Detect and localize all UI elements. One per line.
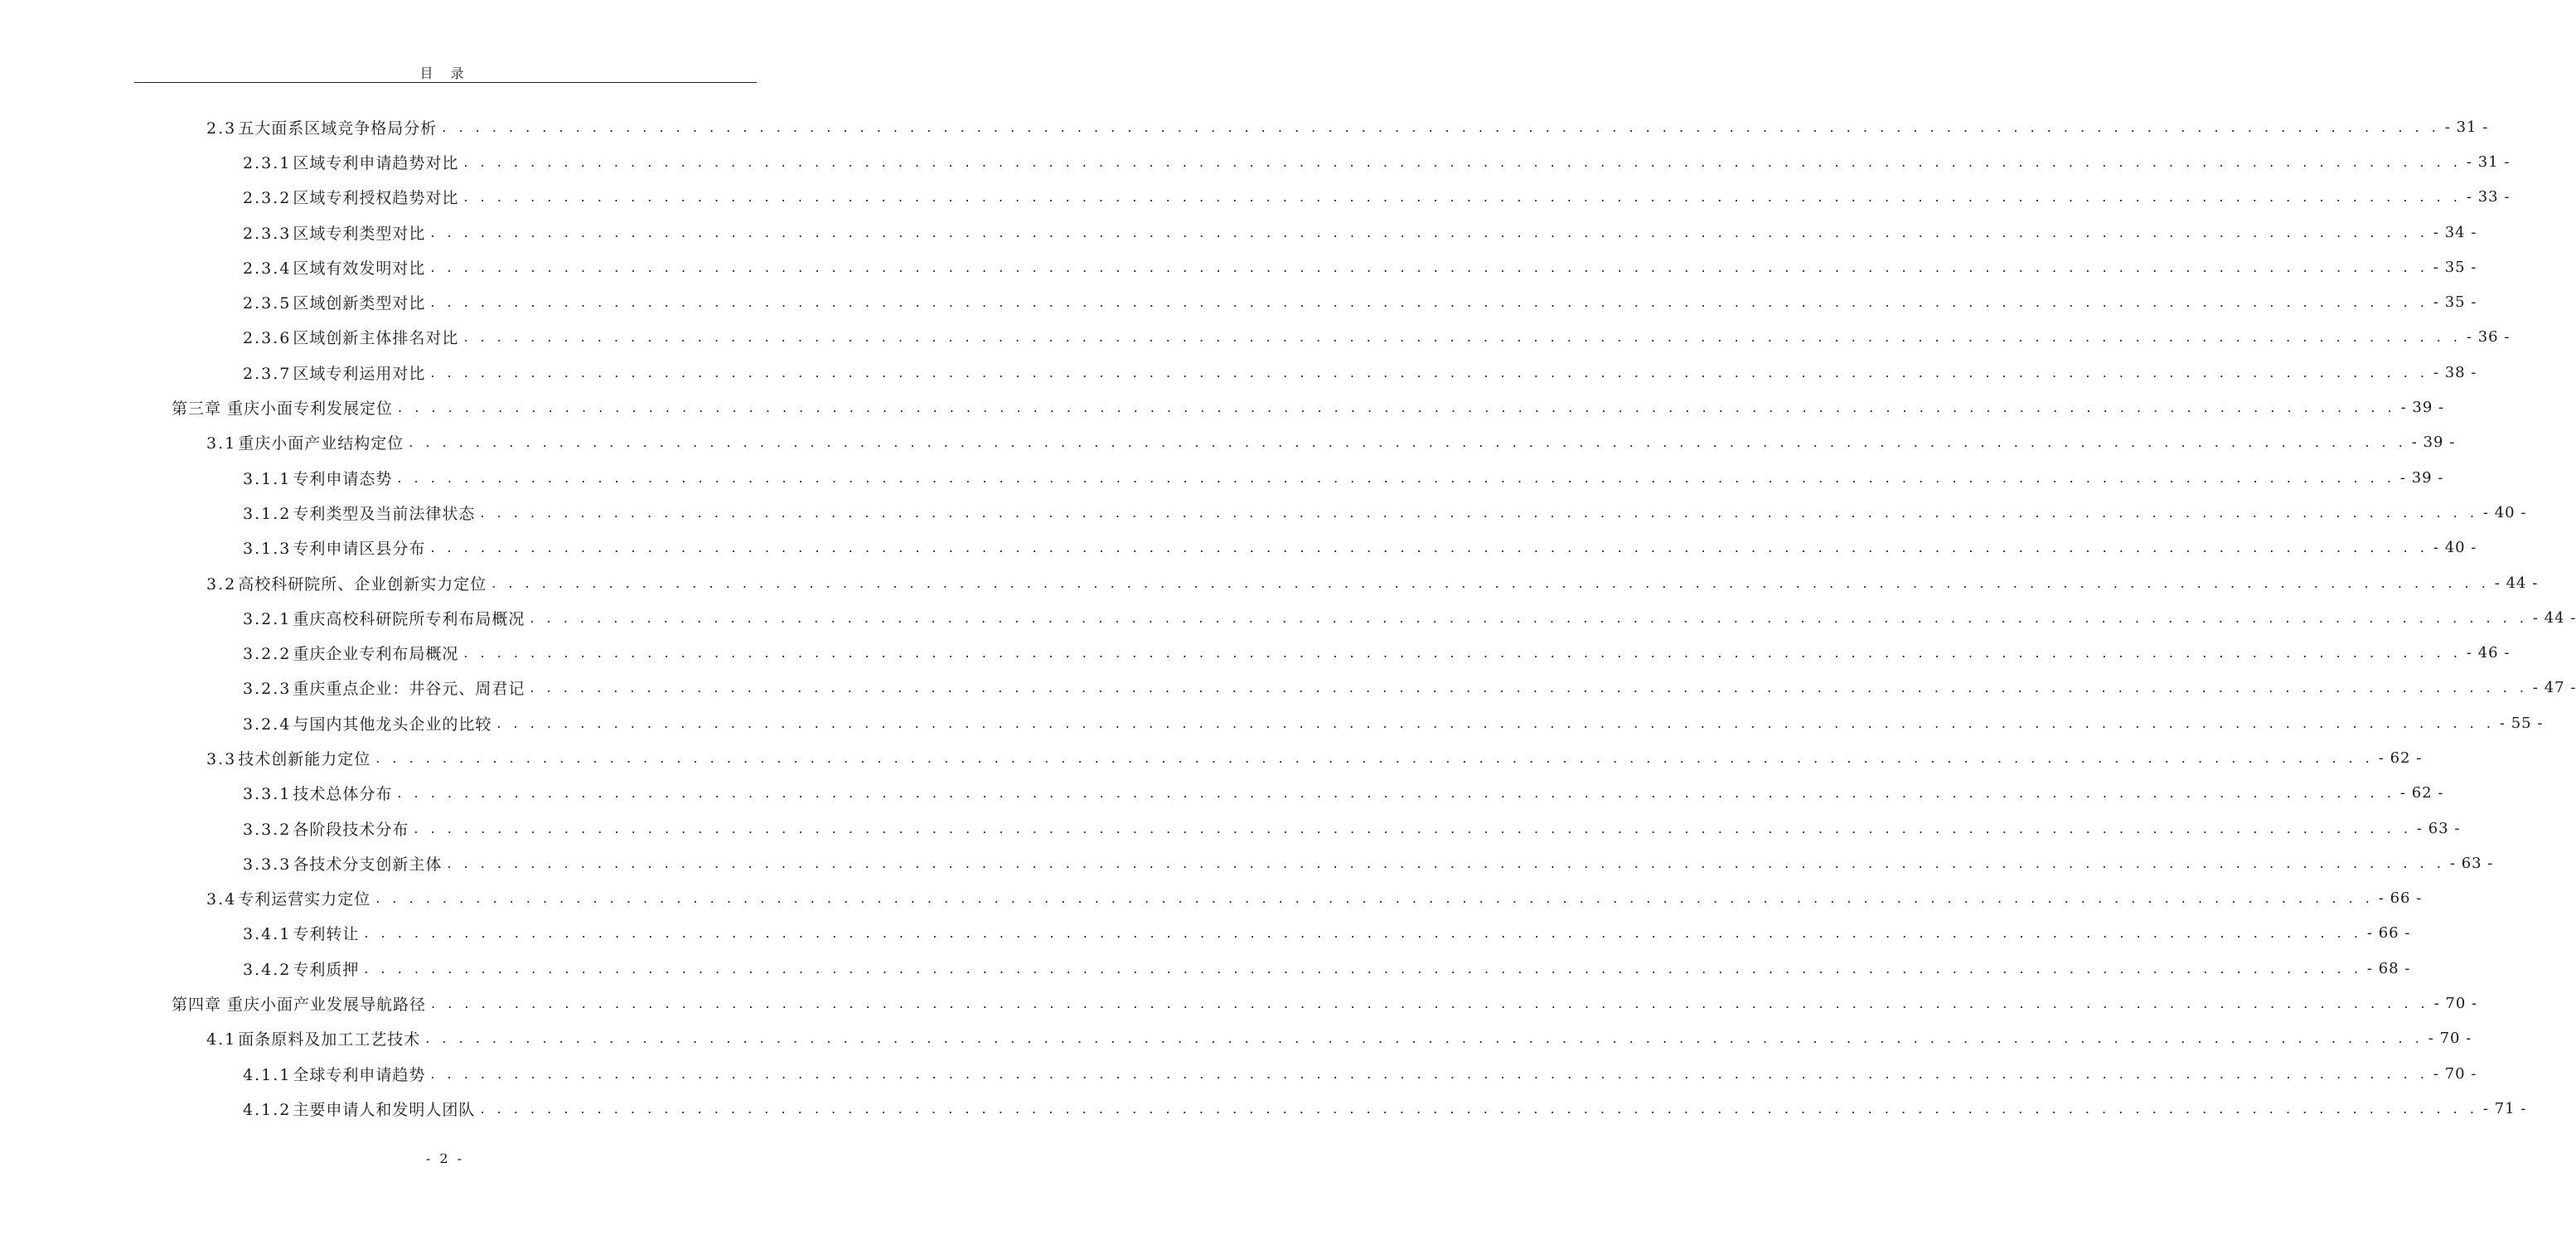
toc-page-number: - 66 - — [2378, 889, 2423, 908]
toc-page-number: - 66 - — [2366, 924, 2411, 943]
toc-entry-title — [206, 887, 370, 909]
toc-dot-leader: . . . . . . . . . . . . . . . . . . . . . . . . . . . . . . . . . . . . . . . . . . . . . . . . . . . . . . . . . . . . . . . . . . . . . . . . . . . . . . . . . . . . . . . . . . . . . . . . . . . . . . . . . . . . . . . . . . . . . . . . — [430, 540, 2428, 556]
toc-section-title: 面条原料及加工工艺技术 — [238, 1030, 421, 1049]
toc-entry-title — [243, 712, 491, 734]
toc-entry[interactable] — [0, 600, 2576, 635]
toc-page-number: - 70 - — [2433, 1064, 2477, 1083]
toc-page-number: - 35 - — [2433, 293, 2477, 312]
toc-dot-leader: . . . . . . . . . . . . . . . . . . . . . . . . . . . . . . . . . . . . . . . . . . . . . . . . . . . . . . . . . . . . . . . . . . . . . . . . . . . . . . . . . . . . . . . . . . . . . . . . . . . . . . . . . . . . . . . . . . . . . . . . — [431, 996, 2429, 1012]
toc-dot-leader: . . . . . . . . . . . . . . . . . . . . . . . . . . . . . . . . . . . . . . . . . . . . . . . . . . . . . . . . . . . . . . . . . . . . . . . . . . . . . . . . . . . . . . . . . . . . . . . . . . . . . . . . . . . . . . . . . . . . . . . . — [463, 329, 2462, 346]
toc-entry-title — [206, 1027, 420, 1049]
toc-section-number: 3.1.3 — [243, 540, 292, 559]
toc-page-number: - 62 - — [2399, 784, 2444, 802]
toc-entry[interactable] — [0, 425, 2456, 460]
toc-entry[interactable] — [0, 460, 2444, 495]
toc-section-number: 3.3.3 — [243, 855, 292, 874]
toc-page-number: - 63 - — [2449, 854, 2494, 872]
toc-entry-title — [243, 957, 359, 980]
toc-section-title: 重庆重点企业：井谷元、周君记 — [293, 680, 525, 699]
toc-page-number: - 47 - — [2532, 679, 2576, 697]
toc-page-number: - 39 - — [2411, 434, 2456, 452]
toc-section-title: 区域专利运用对比 — [293, 364, 426, 383]
page-header-title: 目 录 — [419, 65, 471, 81]
toc-entry[interactable] — [0, 705, 2544, 740]
toc-section-number: 3.4.1 — [243, 925, 292, 944]
toc-entry-title — [243, 782, 392, 804]
toc-section-title: 与国内其他龙头企业的比较 — [293, 715, 492, 734]
toc-page-number: - 39 - — [2399, 468, 2444, 487]
toc-dot-leader: . . . . . . . . . . . . . . . . . . . . . . . . . . . . . . . . . . . . . . . . . . . . . . . . . . . . . . . . . . . . . . . . . . . . . . . . . . . . . . . . . . . . . . . . . . . . . . . . . . . . . . . . . . . . . . . . . . . . . . . . — [375, 890, 2374, 907]
toc-page-number: - 44 - — [2494, 574, 2539, 592]
toc-entry-title — [206, 431, 404, 453]
toc-entry[interactable] — [0, 1091, 2527, 1126]
toc-dot-leader: . . . . . . . . . . . . . . . . . . . . . . . . . . . . . . . . . . . . . . . . . . . . . . . . . . . . . . . . . . . . . . . . . . . . . . . . . . . . . . . . . . . . . . . . . . . . . . . . . . . . . . . . . . . . . . . . . . . . . . . . — [430, 364, 2428, 380]
toc-section-title: 重庆小面产业结构定位 — [238, 434, 404, 453]
header-divider — [134, 82, 757, 83]
toc-section-number: 3.1 — [206, 434, 237, 453]
toc-section-number: 3.3.1 — [243, 785, 292, 804]
toc-entry-title — [172, 396, 393, 419]
toc-dot-leader: . . . . . . . . . . . . . . . . . . . . . . . . . . . . . . . . . . . . . . . . . . . . . . . . . . . . . . . . . . . . . . . . . . . . . . . . . . . . . . . . . . . . . . . . . . . . . . . . . . . . . . . . . . . . . . . . . . . . . . . . — [447, 855, 2445, 871]
toc-section-title: 区域专利授权趋势对比 — [293, 189, 459, 208]
toc-dot-leader: . . . . . . . . . . . . . . . . . . . . . . . . . . . . . . . . . . . . . . . . . . . . . . . . . . . . . . . . . . . . . . . . . . . . . . . . . . . . . . . . . . . . . . . . . . . . . . . . . . . . . . . . . . . . . . . . . . . . . . . . — [397, 785, 2395, 802]
toc-page-number: - 40 - — [2482, 503, 2527, 521]
toc-entry-title — [243, 536, 425, 559]
toc-section-title: 重庆高校科研院所专利布局概况 — [293, 609, 525, 628]
toc-section-title: 专利申请态势 — [293, 469, 393, 488]
toc-dot-leader: . . . . . . . . . . . . . . . . . . . . . . . . . . . . . . . . . . . . . . . . . . . . . . . . . . . . . . . . . . . . . . . . . . . . . . . . . . . . . . . . . . . . . . . . . . . . . . . . . . . . . . . . . . . . . . . . . . . . . . . . — [364, 960, 2362, 976]
toc-page-number: - 35 - — [2433, 258, 2477, 276]
toc-section-number: 2.3.2 — [243, 189, 292, 208]
toc-entry[interactable] — [0, 671, 2576, 705]
toc-section-title: 技术创新能力定位 — [238, 749, 371, 768]
toc-section-title: 专利转让 — [293, 925, 360, 944]
toc-entry[interactable] — [0, 215, 2477, 250]
toc-dot-leader: . . . . . . . . . . . . . . . . . . . . . . . . . . . . . . . . . . . . . . . . . . . . . . . . . . . . . . . . . . . . . . . . . . . . . . . . . . . . . . . . . . . . . . . . . . . . . . . . . . . . . . . . . . . . . . . . . . . . . . . . — [442, 119, 2440, 135]
toc-page-number: - 70 - — [2428, 1030, 2472, 1048]
toc-entry[interactable] — [0, 250, 2477, 284]
toc-section-number: 2.3.1 — [243, 153, 292, 172]
toc-section-title: 区域创新主体排名对比 — [293, 329, 459, 348]
toc-dot-leader: . . . . . . . . . . . . . . . . . . . . . . . . . . . . . . . . . . . . . . . . . . . . . . . . . . . . . . . . . . . . . . . . . . . . . . . . . . . . . . . . . . . . . . . . . . . . . . . . . . . . . . . . . . . . . . . . . . . . . . . . — [480, 504, 2478, 521]
toc-page-number: - 38 - — [2433, 363, 2477, 381]
toc-entry[interactable] — [0, 811, 2461, 846]
toc-section-title: 重庆企业专利布局概况 — [293, 645, 459, 664]
toc-dot-leader: . . . . . . . . . . . . . . . . . . . . . . . . . . . . . . . . . . . . . . . . . . . . . . . . . . . . . . . . . . . . . . . . . . . . . . . . . . . . . . . . . . . . . . . . . . . . . . . . . . . . . . . . . . . . . . . . . . . . . . . . — [430, 259, 2428, 275]
toc-entry-title — [243, 221, 425, 244]
toc-page-number: - 62 - — [2378, 749, 2423, 767]
toc-dot-leader: . . . . . . . . . . . . . . . . . . . . . . . . . . . . . . . . . . . . . . . . . . . . . . . . . . . . . . . . . . . . . . . . . . . . . . . . . . . . . . . . . . . . . . . . . . . . . . . . . . . . . . . . . . . . . . . . . . . . . . . . — [491, 574, 2490, 591]
toc-entry[interactable] — [0, 916, 2411, 951]
toc-section-title: 五大面系区域竞争格局分析 — [238, 119, 438, 138]
toc-entry[interactable] — [0, 320, 2511, 355]
toc-section-number: 2.3.7 — [243, 364, 292, 383]
toc-entry-title — [206, 572, 487, 594]
toc-section-number: 4.1.1 — [243, 1065, 292, 1084]
toc-section-title: 全球专利申请趋势 — [293, 1065, 426, 1084]
toc-section-title: 第四章 重庆小面产业发展导航路径 — [172, 996, 427, 1015]
toc-section-title: 主要申请人和发明人团队 — [293, 1100, 476, 1119]
toc-entry[interactable] — [0, 531, 2477, 565]
toc-section-title: 专利质押 — [293, 960, 360, 979]
toc-page-number: - 34 - — [2433, 223, 2477, 241]
toc-dot-leader: . . . . . . . . . . . . . . . . . . . . . . . . . . . . . . . . . . . . . . . . . . . . . . . . . . . . . . . . . . . . . . . . . . . . . . . . . . . . . . . . . . . . . . . . . . . . . . . . . . . . . . . . . . . . . . . . . . . . . . . . — [364, 925, 2362, 942]
toc-dot-leader: . . . . . . . . . . . . . . . . . . . . . . . . . . . . . . . . . . . . . . . . . . . . . . . . . . . . . . . . . . . . . . . . . . . . . . . . . . . . . . . . . . . . . . . . . . . . . . . . . . . . . . . . . . . . . . . . . . . . . . . . — [409, 434, 2407, 451]
toc-entry[interactable] — [0, 1021, 2472, 1056]
toc-section-title: 区域有效发明对比 — [293, 259, 426, 278]
toc-dot-leader: . . . . . . . . . . . . . . . . . . . . . . . . . . . . . . . . . . . . . . . . . . . . . . . . . . . . . . . . . . . . . . . . . . . . . . . . . . . . . . . . . . . . . . . . . . . . . . . . . . . . . . . . . . . . . . . . . . . . . . . . — [530, 609, 2528, 626]
toc-section-number: 3.2.2 — [243, 645, 292, 664]
toc-section-number: 2.3.5 — [243, 294, 292, 313]
toc-page-number: - 70 - — [2433, 995, 2478, 1013]
toc-entry-title — [206, 747, 370, 769]
toc-page-number: - 31 - — [2444, 118, 2489, 136]
toc-section-number: 3.1.1 — [243, 469, 292, 488]
toc-dot-leader: . . . . . . . . . . . . . . . . . . . . . . . . . . . . . . . . . . . . . . . . . . . . . . . . . . . . . . . . . . . . . . . . . . . . . . . . . . . . . . . . . . . . . . . . . . . . . . . . . . . . . . . . . . . . . . . . . . . . . . . . — [530, 680, 2528, 696]
toc-entry[interactable] — [0, 1056, 2477, 1091]
toc-dot-leader: . . . . . . . . . . . . . . . . . . . . . . . . . . . . . . . . . . . . . . . . . . . . . . . . . . . . . . . . . . . . . . . . . . . . . . . . . . . . . . . . . . . . . . . . . . . . . . . . . . . . . . . . . . . . . . . . . . . . . . . . — [480, 1100, 2478, 1117]
toc-entry-title — [243, 186, 458, 208]
toc-entry[interactable] — [0, 284, 2477, 319]
toc-entry[interactable] — [0, 495, 2527, 530]
toc-section-title: 各技术分支创新主体 — [293, 855, 443, 874]
toc-section-number: 4.1.2 — [243, 1100, 292, 1119]
toc-section-title: 专利类型及当前法律状态 — [293, 504, 476, 523]
toc-entry[interactable] — [0, 986, 2478, 1020]
toc-section-number: 2.3.6 — [243, 329, 292, 348]
toc-section-number: 3.2.4 — [243, 715, 292, 734]
toc-page-number: - 39 - — [2400, 399, 2445, 417]
toc-section-number: 3.2 — [206, 574, 237, 594]
toc-section-title: 第三章 重庆小面专利发展定位 — [172, 400, 394, 419]
toc-section-number: 3.1.2 — [243, 504, 292, 523]
toc-dot-leader: . . . . . . . . . . . . . . . . . . . . . . . . . . . . . . . . . . . . . . . . . . . . . . . . . . . . . . . . . . . . . . . . . . . . . . . . . . . . . . . . . . . . . . . . . . . . . . . . . . . . . . . . . . . . . . . . . . . . . . . . — [496, 715, 2495, 731]
toc-entry[interactable] — [0, 390, 2445, 424]
toc-entry-title — [243, 852, 442, 875]
toc-page-number: - 44 - — [2532, 608, 2576, 627]
toc-entry[interactable] — [0, 144, 2511, 179]
toc-section-number: 3.2.3 — [243, 680, 292, 699]
toc-section-number: 3.2.1 — [243, 609, 292, 628]
table-of-contents — [0, 109, 2576, 1127]
toc-entry-title — [243, 502, 475, 524]
toc-dot-leader: . . . . . . . . . . . . . . . . . . . . . . . . . . . . . . . . . . . . . . . . . . . . . . . . . . . . . . . . . . . . . . . . . . . . . . . . . . . . . . . . . . . . . . . . . . . . . . . . . . . . . . . . . . . . . . . . . . . . . . . . — [398, 400, 2396, 416]
toc-section-title: 各阶段技术分布 — [293, 820, 409, 839]
toc-page-number: - 71 - — [2482, 1099, 2527, 1117]
toc-dot-leader: . . . . . . . . . . . . . . . . . . . . . . . . . . . . . . . . . . . . . . . . . . . . . . . . . . . . . . . . . . . . . . . . . . . . . . . . . . . . . . . . . . . . . . . . . . . . . . . . . . . . . . . . . . . . . . . . . . . . . . . . — [430, 224, 2428, 240]
toc-entry[interactable] — [0, 355, 2477, 390]
toc-entry-title — [243, 607, 525, 629]
toc-section-title: 区域创新类型对比 — [293, 294, 426, 313]
toc-dot-leader: . . . . . . . . . . . . . . . . . . . . . . . . . . . . . . . . . . . . . . . . . . . . . . . . . . . . . . . . . . . . . . . . . . . . . . . . . . . . . . . . . . . . . . . . . . . . . . . . . . . . . . . . . . . . . . . . . . . . . . . . — [463, 153, 2462, 170]
toc-entry[interactable] — [0, 109, 2489, 144]
toc-page-number: - 63 - — [2416, 819, 2461, 837]
toc-dot-leader: . . . . . . . . . . . . . . . . . . . . . . . . . . . . . . . . . . . . . . . . . . . . . . . . . . . . . . . . . . . . . . . . . . . . . . . . . . . . . . . . . . . . . . . . . . . . . . . . . . . . . . . . . . . . . . . . . . . . . . . . — [430, 1065, 2428, 1082]
toc-entry-title — [243, 922, 359, 944]
toc-section-number: 3.4.2 — [243, 960, 292, 979]
toc-entry-title — [243, 1098, 475, 1120]
toc-section-title: 专利运营实力定位 — [238, 890, 371, 909]
toc-page-number: - 55 - — [2499, 714, 2544, 732]
toc-section-number: 3.4 — [206, 890, 237, 909]
toc-dot-leader: . . . . . . . . . . . . . . . . . . . . . . . . . . . . . . . . . . . . . . . . . . . . . . . . . . . . . . . . . . . . . . . . . . . . . . . . . . . . . . . . . . . . . . . . . . . . . . . . . . . . . . . . . . . . . . . . . . . . . . . . — [430, 294, 2428, 311]
toc-section-title: 区域专利申请趋势对比 — [293, 153, 459, 172]
toc-entry[interactable] — [0, 180, 2511, 215]
toc-section-title: 专利申请区县分布 — [293, 540, 426, 559]
toc-entry[interactable] — [0, 776, 2444, 811]
toc-entry-title — [243, 642, 458, 664]
toc-entry[interactable] — [0, 635, 2511, 670]
toc-page-number: - 46 - — [2466, 644, 2511, 662]
toc-page-number: - 68 - — [2366, 959, 2411, 977]
toc-page-number: - 33 - — [2466, 188, 2511, 206]
toc-entry[interactable] — [0, 740, 2423, 775]
toc-entry-title — [243, 467, 392, 489]
toc-entry-title — [243, 326, 458, 348]
toc-page-number: - 36 - — [2466, 328, 2511, 346]
toc-page-number: - 40 - — [2433, 539, 2477, 557]
toc-section-title: 高校科研院所、企业创新实力定位 — [238, 574, 487, 594]
toc-page-number: - 31 - — [2466, 153, 2511, 171]
toc-section-title: 区域专利类型对比 — [293, 224, 426, 243]
toc-entry-title — [243, 256, 425, 279]
toc-dot-leader: . . . . . . . . . . . . . . . . . . . . . . . . . . . . . . . . . . . . . . . . . . . . . . . . . . . . . . . . . . . . . . . . . . . . . . . . . . . . . . . . . . . . . . . . . . . . . . . . . . . . . . . . . . . . . . . . . . . . . . . . — [375, 749, 2374, 766]
toc-section-number: 3.3.2 — [243, 820, 292, 839]
toc-section-number: 2.3.4 — [243, 259, 292, 278]
toc-dot-leader: . . . . . . . . . . . . . . . . . . . . . . . . . . . . . . . . . . . . . . . . . . . . . . . . . . . . . . . . . . . . . . . . . . . . . . . . . . . . . . . . . . . . . . . . . . . . . . . . . . . . . . . . . . . . . . . . . . . . . . . . — [397, 469, 2395, 486]
toc-entry-title — [172, 992, 426, 1015]
toc-entry-title — [243, 1063, 425, 1085]
toc-section-number: 2.3.3 — [243, 224, 292, 243]
toc-entry-title — [243, 151, 458, 173]
toc-entry-title — [206, 116, 437, 138]
toc-section-number: 4.1 — [206, 1030, 237, 1049]
toc-section-title: 技术总体分布 — [293, 785, 393, 804]
toc-dot-leader: . . . . . . . . . . . . . . . . . . . . . . . . . . . . . . . . . . . . . . . . . . . . . . . . . . . . . . . . . . . . . . . . . . . . . . . . . . . . . . . . . . . . . . . . . . . . . . . . . . . . . . . . . . . . . . . . . . . . . . . . — [463, 645, 2462, 662]
toc-entry[interactable] — [0, 881, 2423, 916]
toc-section-number: 2.3 — [206, 119, 237, 138]
toc-dot-leader: . . . . . . . . . . . . . . . . . . . . . . . . . . . . . . . . . . . . . . . . . . . . . . . . . . . . . . . . . . . . . . . . . . . . . . . . . . . . . . . . . . . . . . . . . . . . . . . . . . . . . . . . . . . . . . . . . . . . . . . . — [425, 1030, 2423, 1047]
toc-section-number: 3.3 — [206, 749, 237, 768]
toc-entry[interactable] — [0, 565, 2539, 600]
page-number: - 2 - — [425, 1151, 465, 1166]
toc-entry[interactable] — [0, 846, 2494, 880]
toc-entry-title — [243, 361, 425, 384]
toc-entry[interactable] — [0, 951, 2411, 986]
toc-entry-title — [243, 676, 525, 699]
toc-entry-title — [243, 817, 409, 840]
toc-dot-leader: . . . . . . . . . . . . . . . . . . . . . . . . . . . . . . . . . . . . . . . . . . . . . . . . . . . . . . . . . . . . . . . . . . . . . . . . . . . . . . . . . . . . . . . . . . . . . . . . . . . . . . . . . . . . . . . . . . . . . . . . — [414, 820, 2412, 836]
toc-dot-leader: . . . . . . . . . . . . . . . . . . . . . . . . . . . . . . . . . . . . . . . . . . . . . . . . . . . . . . . . . . . . . . . . . . . . . . . . . . . . . . . . . . . . . . . . . . . . . . . . . . . . . . . . . . . . . . . . . . . . . . . . — [463, 189, 2462, 206]
toc-entry-title — [243, 291, 425, 313]
